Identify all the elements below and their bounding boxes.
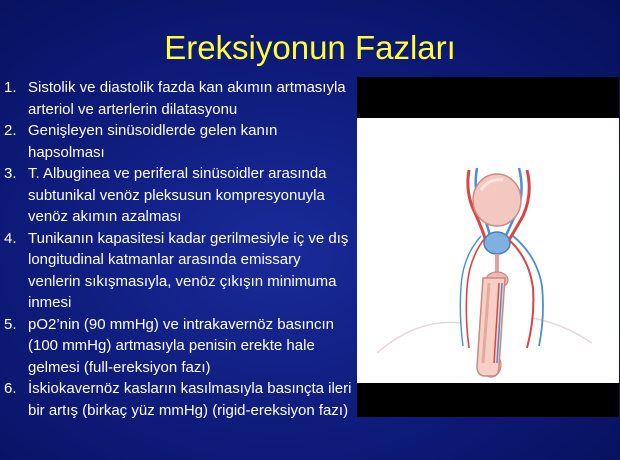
phase-text: T. Albuginea ve periferal sinüsoidler arasında subtunikal venöz pleksusun kompresyonuyla venöz akımın azalması xyxy=(28,165,327,225)
phase-item-4 xyxy=(4,228,354,314)
phase-text: Sistolik ve diastolik fazda kan akımın artmasıyla arteriol ve arterlerin dilatasyonu xyxy=(28,79,346,118)
femoral-vein-right xyxy=(513,236,543,346)
phase-number: 4. xyxy=(4,229,17,247)
phase-item-3 xyxy=(4,163,354,228)
anatomy-illustration xyxy=(357,118,619,383)
phase-number: 3. xyxy=(4,165,17,182)
slide-title: Ereksiyonun Fazları xyxy=(164,29,456,66)
phase-item-1 xyxy=(4,77,354,120)
phase-item-2 xyxy=(4,120,354,163)
phase-number: 6. xyxy=(4,380,17,397)
body-contour xyxy=(377,322,462,353)
phase-number: 2. xyxy=(4,122,17,139)
phase-text: pO2’nin (90 mmHg) ve intrakavernöz basıncın (100 mmHg) artmasıyla penisin erekte hale gelmesi (full-ereksiyon fazı) xyxy=(28,315,334,376)
phase-text: İskiokavernöz kasların kasılmasıyla basınçta ileri bir artış (birkaç yüz mmHg) (rigid-ereksiyon fazı) xyxy=(28,380,352,419)
prostate xyxy=(484,232,510,254)
anatomy-figure xyxy=(357,118,619,383)
bladder xyxy=(473,174,521,226)
phase-item-5 xyxy=(4,314,354,379)
phase-number: 5. xyxy=(4,315,17,333)
anatomy-figure-frame xyxy=(357,77,619,417)
phase-text: Genişleyen sinüsoidlerde gelen kanın hapsolması xyxy=(28,122,278,161)
phase-text: Tunikanın kapasitesi kadar gerilmesiyle iç ve dış longitudinal katmanlar arasında emissary venlerin sıkışmasıyla, venöz çıkışın minimuma inmesi xyxy=(28,229,349,311)
phase-number: 1. xyxy=(4,79,17,96)
phase-list xyxy=(4,77,354,421)
femoral-artery-right xyxy=(509,240,533,348)
phase-item-6 xyxy=(4,378,354,421)
pudendal-vein-left xyxy=(460,236,481,346)
